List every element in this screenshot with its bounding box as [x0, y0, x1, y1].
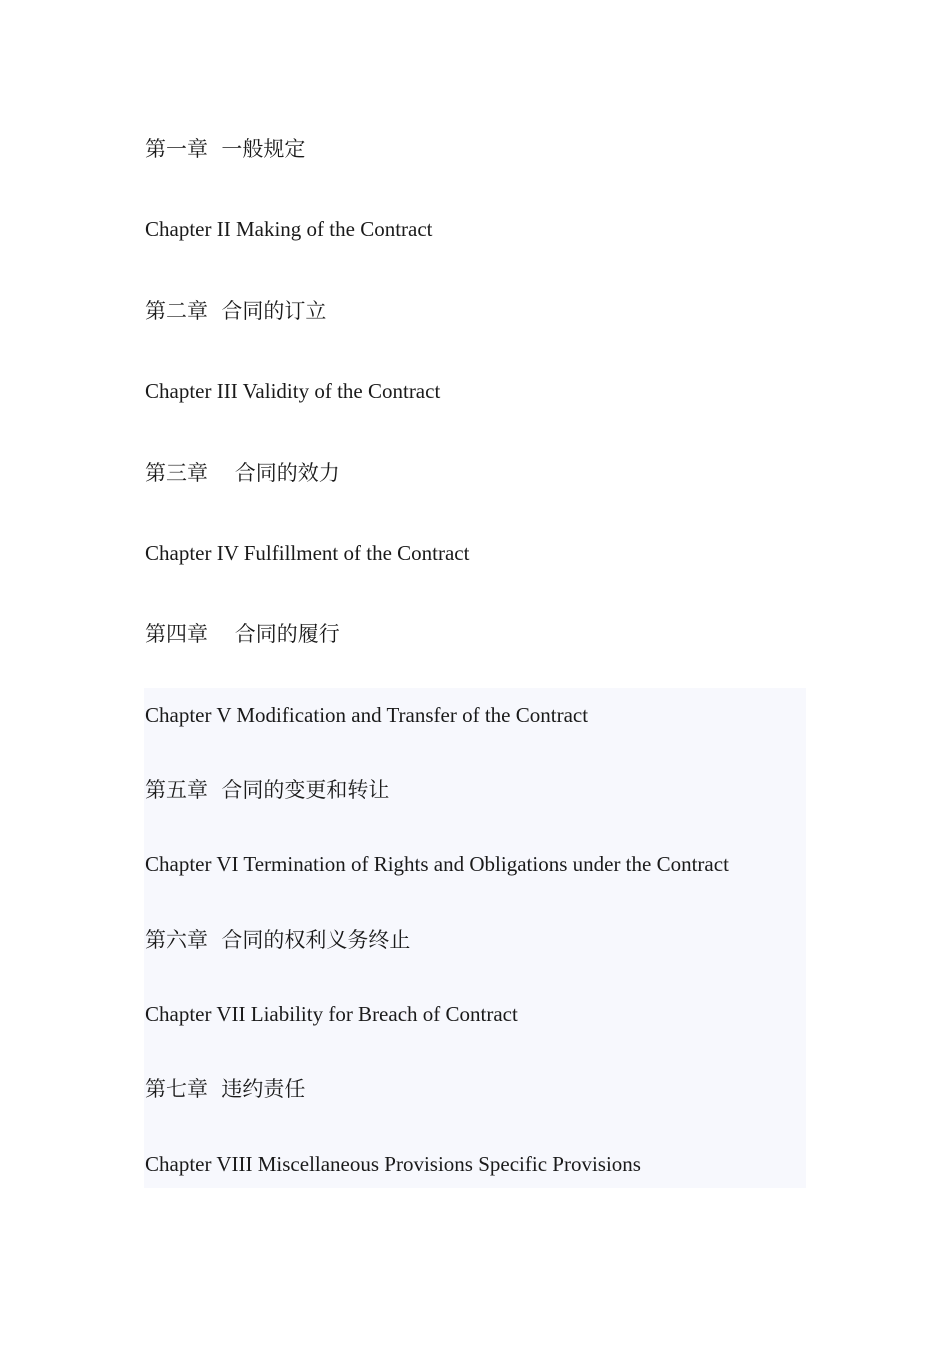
chapter-2-heading-en: Chapter II Making of the Contract	[145, 217, 433, 241]
chapter-5-heading-zh: 第五章 合同的变更和转让	[145, 778, 390, 802]
chapter-8-heading-en: Chapter VIII Miscellaneous Provisions Specific Provisions	[145, 1152, 641, 1176]
chapter-6-heading-zh: 第六章 合同的权利义务终止	[145, 928, 411, 952]
chapter-7-heading-en: Chapter VII Liability for Breach of Contract	[145, 1002, 518, 1026]
chapter-2-heading-zh: 第二章 合同的订立	[145, 299, 327, 323]
chapter-3-heading-zh: 第三章 合同的效力	[145, 461, 340, 485]
chapter-1-heading-zh: 第一章 一般规定	[145, 137, 306, 161]
chapter-7-heading-zh: 第七章 违约责任	[145, 1077, 306, 1101]
chapter-4-heading-zh: 第四章 合同的履行	[145, 622, 340, 646]
chapter-6-heading-en: Chapter VI Termination of Rights and Obligations under the Contract	[145, 852, 729, 876]
chapter-3-heading-en: Chapter III Validity of the Contract	[145, 379, 441, 403]
chapter-5-heading-en: Chapter V Modification and Transfer of the Contract	[145, 703, 589, 727]
chapter-4-heading-en: Chapter IV Fulfillment of the Contract	[145, 541, 470, 565]
